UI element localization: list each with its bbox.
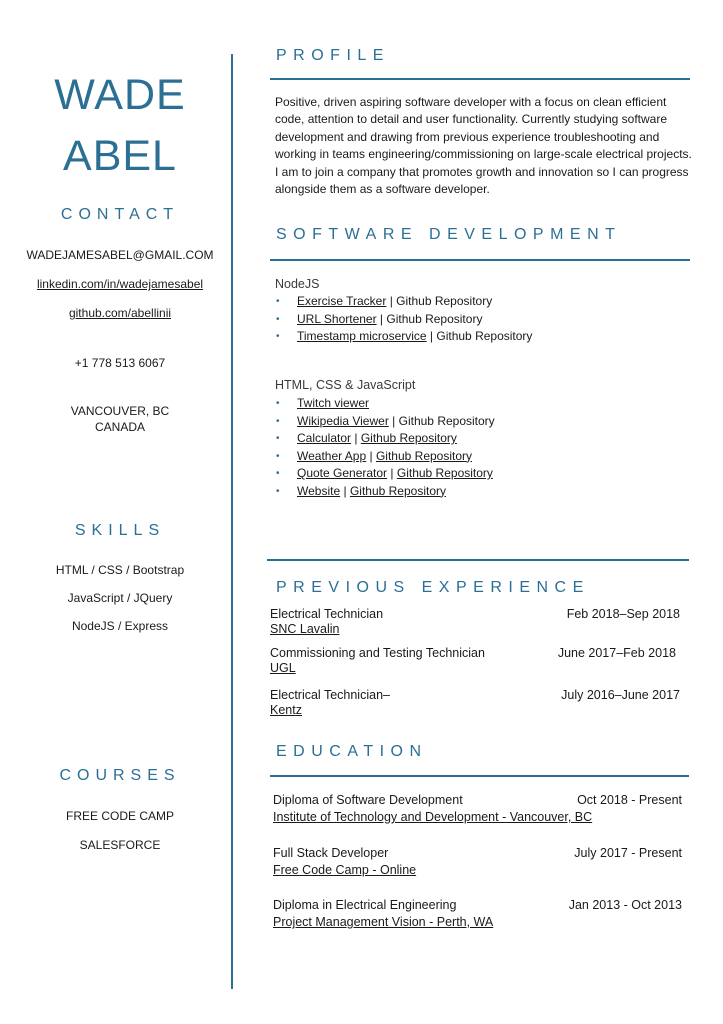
- job-company-link[interactable]: Kentz: [270, 703, 302, 717]
- name-last: ABEL: [63, 132, 177, 180]
- experience-heading: PREVIOUS EXPERIENCE: [276, 579, 590, 596]
- contact-heading: CONTACT: [60, 206, 180, 223]
- job-company-link[interactable]: UGL: [270, 661, 296, 675]
- bullet-icon: •: [276, 296, 280, 307]
- contact-phone: +1 778 513 6067: [74, 356, 166, 370]
- project-link[interactable]: URL Shortener: [297, 311, 377, 326]
- course-item: FREE CODE CAMP: [65, 809, 174, 823]
- repo-link[interactable]: Github Repository: [360, 431, 457, 445]
- software-development-heading: SOFTWARE DEVELOPMENT: [276, 226, 622, 243]
- project-link[interactable]: Website: [297, 483, 341, 498]
- project-link[interactable]: Quote Generator: [297, 466, 388, 480]
- list-item: [275, 395, 495, 413]
- contact-country: CANADA: [94, 420, 145, 434]
- repo-text: Github Repository: [398, 413, 495, 428]
- bullet-icon: •: [276, 485, 280, 497]
- list-item: • Exercise Tracker | Github Repository: [275, 293, 532, 311]
- degree-dates: Oct 2018 - Present: [577, 793, 682, 807]
- repo-link[interactable]: Github Repository: [349, 483, 446, 498]
- project-link[interactable]: Wikipedia Viewer: [297, 413, 389, 428]
- profile-text: Positive, driven aspiring software developer with a focus on clean efficient code, attention to detail and user functionality. Currently studying software development and drawing from previous experience troubleshooting and working in teams engineering/commissioning on large-scale electrical projects. I am to join a company that promotes growth and innovation so I can progress alongside them as a software developer.: [275, 95, 692, 197]
- bullet-icon: •: [276, 415, 280, 427]
- list-item: • Calculator | Github Repository: [275, 430, 495, 448]
- job-dates: Feb 2018–Sep 2018: [566, 607, 680, 621]
- project-list: [275, 293, 532, 346]
- contact-email[interactable]: WADEJAMESABEL@GMAIL.COM: [26, 248, 214, 262]
- degree-dates: Jan 2013 - Oct 2013: [568, 898, 682, 912]
- job-title: Electrical Technician: [270, 607, 384, 621]
- project-link[interactable]: Twitch viewer: [297, 396, 370, 410]
- school-link[interactable]: Free Code Camp - Online: [273, 863, 417, 877]
- profile-heading: PROFILE: [276, 47, 390, 64]
- courses-heading: COURSES: [59, 767, 181, 784]
- education-rule: [270, 775, 689, 777]
- list-item: • URL Shortener | Github Repository: [275, 311, 532, 329]
- experience-top-rule: [267, 559, 689, 561]
- skill-item: JavaScript / JQuery: [67, 591, 173, 605]
- project-link[interactable]: Timestamp microservice: [297, 329, 427, 343]
- project-link[interactable]: Weather App: [297, 448, 367, 463]
- project-group-title: NodeJS: [275, 277, 320, 291]
- job-title: Electrical Technician–: [270, 688, 390, 702]
- profile-rule: [270, 78, 690, 80]
- school-link[interactable]: Institute of Technology and Development - Vancouver, BC: [273, 810, 593, 824]
- bullet-icon: •: [276, 450, 280, 462]
- job-title: Commissioning and Testing Technician: [270, 646, 485, 660]
- list-item: • Wikipedia Viewer | Github Repository: [275, 413, 495, 431]
- repo-text: Github Repository: [436, 329, 533, 343]
- software-development-rule: [270, 259, 690, 261]
- list-item: • Website | Github Repository: [275, 483, 495, 501]
- project-link[interactable]: Calculator: [297, 431, 352, 445]
- skill-item: HTML / CSS / Bootstrap: [55, 563, 185, 577]
- bullet-icon: •: [276, 433, 280, 444]
- repo-link[interactable]: Github Repository: [396, 466, 493, 480]
- bullet-icon: •: [276, 398, 280, 409]
- degree-title: Diploma in Electrical Engineering: [273, 898, 457, 912]
- list-item: • Timestamp microservice | Github Repository: [275, 328, 532, 346]
- name-first: WADE: [54, 71, 186, 119]
- job-dates: July 2016–June 2017: [561, 688, 680, 702]
- contact-github-link[interactable]: github.com/abellinii: [68, 306, 172, 320]
- contact-city: VANCOUVER, BC: [70, 404, 170, 418]
- project-group-title: HTML, CSS & JavaScript: [275, 378, 416, 392]
- degree-title: Diploma of Software Development: [273, 793, 463, 807]
- bullet-icon: •: [276, 313, 280, 325]
- list-item: • Weather App | Github Repository: [275, 448, 495, 466]
- skill-item: NodeJS / Express: [71, 619, 169, 633]
- project-link[interactable]: Exercise Tracker: [297, 294, 387, 308]
- contact-linkedin-link[interactable]: linkedin.com/in/wadejamesabel: [36, 277, 204, 291]
- repo-text: Github Repository: [396, 294, 493, 308]
- list-item: • Quote Generator | Github Repository: [275, 465, 495, 483]
- bullet-icon: •: [276, 468, 280, 479]
- project-list: [275, 395, 495, 500]
- repo-link[interactable]: Github Repository: [375, 448, 473, 463]
- bullet-icon: •: [276, 331, 280, 342]
- job-dates: June 2017–Feb 2018: [557, 646, 676, 660]
- skills-heading: SKILLS: [74, 522, 166, 539]
- school-link[interactable]: Project Management Vision - Perth, WA: [273, 915, 494, 929]
- job-company-link[interactable]: SNC Lavalin: [270, 622, 340, 636]
- education-heading: EDUCATION: [276, 743, 428, 760]
- degree-dates: July 2017 - Present: [574, 846, 682, 860]
- repo-text: Github Repository: [386, 311, 483, 326]
- course-item: SALESFORCE: [79, 838, 161, 852]
- degree-title: Full Stack Developer: [273, 846, 389, 860]
